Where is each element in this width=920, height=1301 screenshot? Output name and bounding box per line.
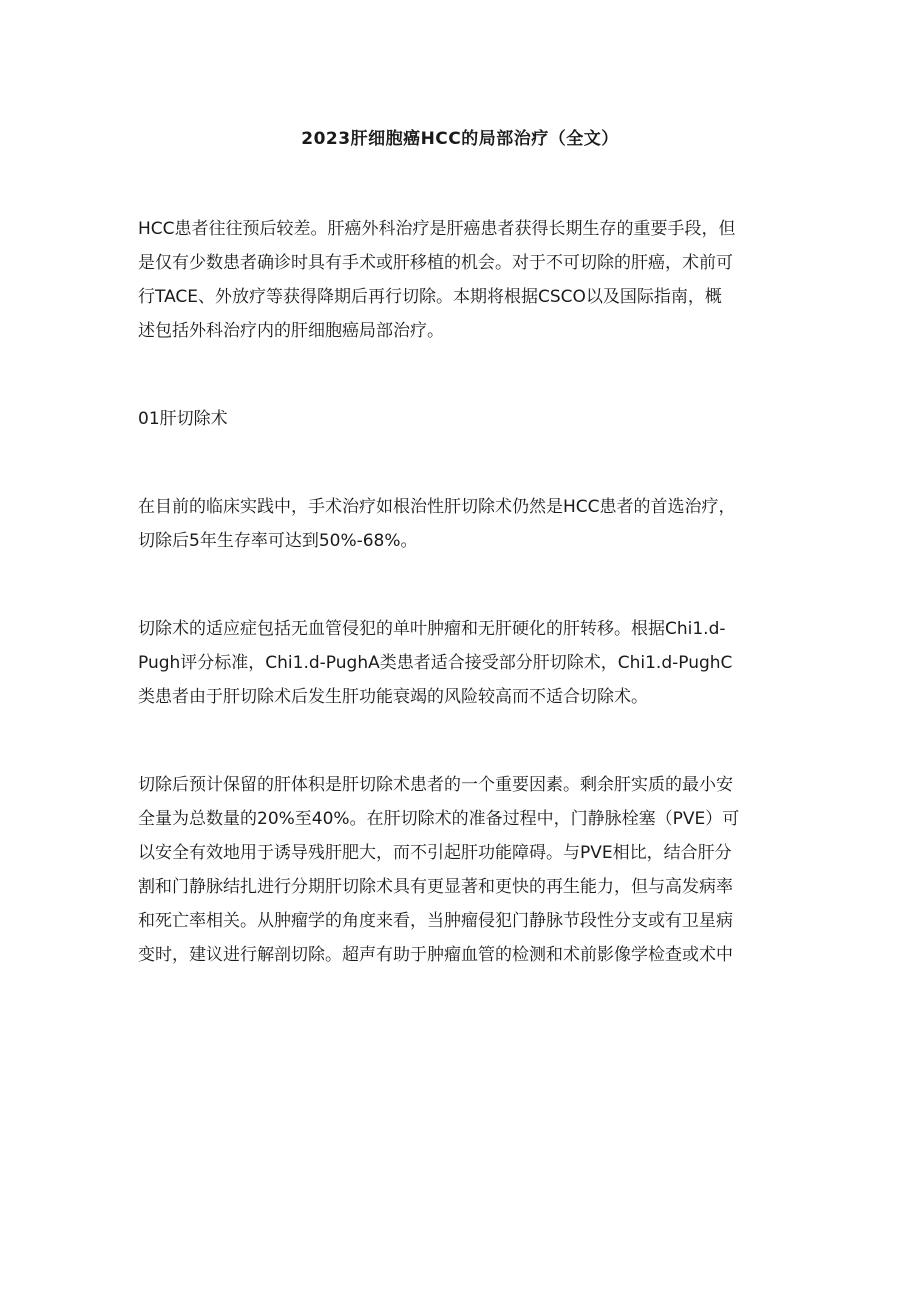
text-line: 是仅有少数患者确诊时具有手术或肝移植的机会。对于不可切除的肝癌，术前可: [138, 253, 733, 273]
text-line: 切除术的适应症包括无血管侵犯的单叶肿瘤和无肝硬化的肝转移。根据Chi1.d-: [138, 619, 726, 639]
section-heading: 01肝切除术: [138, 409, 228, 429]
text-line: HCC患者往往预后较差。肝癌外科治疗是肝癌患者获得长期生存的重要手段，但: [138, 219, 736, 239]
text-line: 变时，建议进行解剖切除。超声有助于肿瘤血管的检测和术前影像学检查或术中: [138, 945, 733, 965]
text-line: 和死亡率相关。从肿瘤学的角度来看，当肿瘤侵犯门静脉节段性分支或有卫星病: [138, 911, 733, 931]
text-line: 切除后预计保留的肝体积是肝切除术患者的一个重要因素。剩余肝实质的最小安: [138, 775, 733, 795]
document-title: 2023肝细胞癌HCC的局部治疗（全文）: [301, 129, 619, 149]
text-line: 全量为总数量的20%至40%。在肝切除术的准备过程中，门静脉栓塞（PVE）可: [138, 809, 740, 829]
text-line: 述包括外科治疗内的肝细胞癌局部治疗。: [138, 321, 444, 341]
text-line: 割和门静脉结扎进行分期肝切除术具有更显著和更快的再生能力，但与高发病率: [138, 877, 733, 897]
text-line: 在目前的临床实践中，手术治疗如根治性肝切除术仍然是HCC患者的首选治疗，: [138, 497, 736, 517]
paragraph-survival: [138, 490, 788, 558]
text-line: 类患者由于肝切除术后发生肝功能衰竭的风险较高而不适合切除术。: [138, 687, 648, 707]
text-line: 切除后5年生存率可达到50%-68%。: [138, 531, 418, 551]
text-line: 行TACE、外放疗等获得降期后再行切除。本期将根据CSCO以及国际指南，概: [138, 287, 722, 307]
intro-paragraph: [138, 212, 788, 348]
text-line: Pugh评分标准，Chi1.d-PughA类患者适合接受部分肝切除术，Chi1.d-PughC: [138, 653, 733, 673]
document-body: [138, 212, 788, 1026]
paragraph-liver-volume: [138, 768, 788, 972]
text-line: 以安全有效地用于诱导残肝肥大，而不引起肝功能障碍。与PVE相比，结合肝分: [138, 843, 732, 863]
paragraph-indications: [138, 612, 788, 714]
